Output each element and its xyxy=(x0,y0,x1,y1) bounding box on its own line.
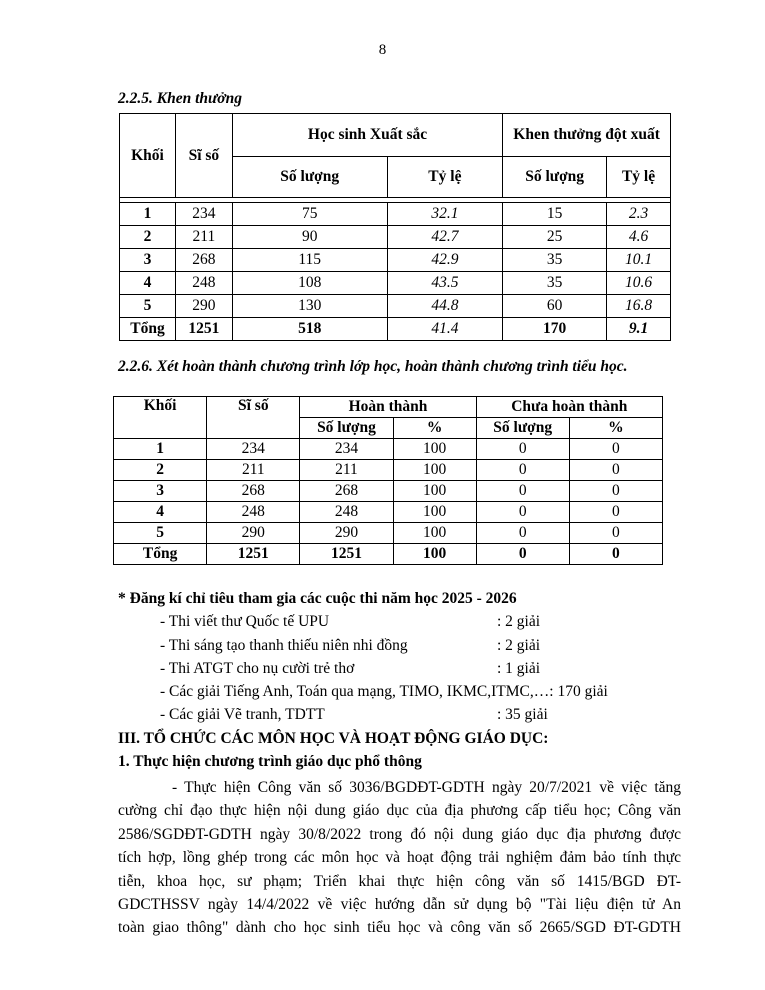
header-khoi: Khối xyxy=(120,114,176,198)
header-ty-le: Tỷ lệ xyxy=(607,157,671,198)
cell-khoi: 2 xyxy=(114,460,207,481)
cell-cht-so-luong: 0 xyxy=(476,502,569,523)
header-so-luong: Số lượng xyxy=(232,157,387,198)
cell-xs-so-luong: 75 xyxy=(232,203,387,226)
header-khoi: Khối xyxy=(114,397,207,439)
cell-cht-so-luong: 0 xyxy=(476,481,569,502)
paragraph-line: tích hợp, lồng ghép trong các môn học và hoạt động trải nghiệm đảm bảo tính thực xyxy=(118,849,681,867)
cell-xs-ty-le: 43.5 xyxy=(387,272,503,295)
cell-khoi: 5 xyxy=(120,295,176,318)
cell-dx-so-luong: 25 xyxy=(503,226,607,249)
cell-cht-pct: 0 xyxy=(569,439,662,460)
section-title-iii: III. TỔ CHỨC CÁC MÔN HỌC VÀ HOẠT ĐỘNG GIÁO DỤC: xyxy=(118,730,549,747)
cell-ht-so-luong: 268 xyxy=(300,481,393,502)
registration-item: - Thi sáng tạo thanh thiếu niên nhi đồng xyxy=(160,637,408,654)
table-total-row xyxy=(120,318,671,341)
cell-dx-ty-le: 10.6 xyxy=(607,272,671,295)
cell-ht-so-luong: 234 xyxy=(300,439,393,460)
header-pct: % xyxy=(393,418,476,439)
cell-xs-so-luong: 115 xyxy=(232,249,387,272)
cell-xs-so-luong: 518 xyxy=(232,318,387,341)
cell-si-so: 248 xyxy=(207,502,300,523)
header-pct: % xyxy=(569,418,662,439)
cell-xs-so-luong: 90 xyxy=(232,226,387,249)
registration-item-value: : 2 giải xyxy=(497,637,541,654)
header-so-luong: Số lượng xyxy=(476,418,569,439)
header-hs-xuat-sac: Học sinh Xuất sắc xyxy=(232,114,502,157)
completion-table xyxy=(113,396,663,565)
cell-si-so: 268 xyxy=(175,249,232,272)
section-title-1: 1. Thực hiện chương trình giáo dục phổ thông xyxy=(118,753,422,770)
cell-dx-so-luong: 35 xyxy=(503,272,607,295)
table-row xyxy=(114,481,663,502)
cell-cht-pct: 0 xyxy=(569,502,662,523)
cell-ht-so-luong: 290 xyxy=(300,523,393,544)
cell-si-so: 234 xyxy=(207,439,300,460)
cell-dx-so-luong: 170 xyxy=(503,318,607,341)
header-so-luong: Số lượng xyxy=(503,157,607,198)
cell-dx-ty-le: 10.1 xyxy=(607,249,671,272)
cell-si-so: 290 xyxy=(175,295,232,318)
cell-khoi: 4 xyxy=(114,502,207,523)
cell-cht-so-luong: 0 xyxy=(476,439,569,460)
cell-khoi: 3 xyxy=(114,481,207,502)
cell-xs-ty-le: 44.8 xyxy=(387,295,503,318)
registration-item-value: : 1 giải xyxy=(497,660,541,677)
cell-si-so: 234 xyxy=(175,203,232,226)
cell-si-so: 268 xyxy=(207,481,300,502)
cell-khoi: 3 xyxy=(120,249,176,272)
cell-ht-pct: 100 xyxy=(393,544,476,565)
registration-item: - Thi ATGT cho nụ cười trẻ thơ xyxy=(160,660,355,677)
table-row xyxy=(120,295,671,318)
header-khen-thuong-dot-xuat: Khen thưởng đột xuất xyxy=(503,114,671,157)
cell-cht-so-luong: 0 xyxy=(476,523,569,544)
cell-cht-pct: 0 xyxy=(569,460,662,481)
header-chua-hoan-thanh: Chưa hoàn thành xyxy=(476,397,662,418)
cell-ht-pct: 100 xyxy=(393,502,476,523)
cell-khoi: 1 xyxy=(114,439,207,460)
header-si-so: Sĩ số xyxy=(175,114,232,198)
cell-khoi: 5 xyxy=(114,523,207,544)
cell-dx-so-luong: 60 xyxy=(503,295,607,318)
cell-ht-so-luong: 248 xyxy=(300,502,393,523)
cell-xs-ty-le: 42.9 xyxy=(387,249,503,272)
table-row xyxy=(120,272,671,295)
registration-item: - Thi viết thư Quốc tế UPU xyxy=(160,613,330,630)
table-row xyxy=(114,523,663,544)
table-row xyxy=(114,439,663,460)
header-ty-le: Tỷ lệ xyxy=(387,157,503,198)
cell-khoi: Tổng xyxy=(114,544,207,565)
registration-item-value: : 35 giải xyxy=(497,706,548,723)
cell-dx-so-luong: 35 xyxy=(503,249,607,272)
cell-xs-ty-le: 42.7 xyxy=(387,226,503,249)
cell-ht-pct: 100 xyxy=(393,481,476,502)
cell-si-so: 1251 xyxy=(175,318,232,341)
table-row xyxy=(120,226,671,249)
paragraph-line: 2586/SGDĐT-GDTH ngày 30/8/2022 trong đó nội dung giáo dục địa phương được xyxy=(118,825,681,843)
table-row xyxy=(120,203,671,226)
paragraph-line: cường chỉ đạo thực hiện nội dung giáo dục của địa phương cấp tiểu học; Công văn xyxy=(118,802,681,820)
header-so-luong: Số lượng xyxy=(300,418,393,439)
registration-item: - Các giải Vẽ tranh, TDTT xyxy=(160,706,325,723)
cell-khoi: Tổng xyxy=(120,318,176,341)
cell-ht-pct: 100 xyxy=(393,460,476,481)
awards-table xyxy=(119,113,671,341)
cell-dx-ty-le: 2.3 xyxy=(607,203,671,226)
paragraph-line: GDCTHSSV ngày 14/4/2022 về việc hướng dẫn sử dụng bộ "Tài liệu điện tử An xyxy=(118,895,681,913)
registration-item-value: : 2 giải xyxy=(497,613,541,630)
table-row xyxy=(114,460,663,481)
cell-xs-so-luong: 108 xyxy=(232,272,387,295)
registration-heading: * Đăng kí chỉ tiêu tham gia các cuộc thi năm học 2025 - 2026 xyxy=(118,590,517,607)
cell-ht-so-luong: 1251 xyxy=(300,544,393,565)
header-hoan-thanh: Hoàn thành xyxy=(300,397,476,418)
table-row xyxy=(120,249,671,272)
paragraph-line: tiễn, khoa học, sư phạm; Triển khai thực hiện công văn số 1415/BGD ĐT- xyxy=(118,872,681,890)
section-title-2-2-6: 2.2.6. Xét hoàn thành chương trình lớp học, hoàn thành chương trình tiểu học. xyxy=(118,358,628,375)
cell-si-so: 290 xyxy=(207,523,300,544)
section-title-2-2-5: 2.2.5. Khen thưởng xyxy=(118,90,242,107)
cell-si-so: 211 xyxy=(175,226,232,249)
cell-dx-ty-le: 9.1 xyxy=(607,318,671,341)
cell-ht-pct: 100 xyxy=(393,439,476,460)
cell-ht-so-luong: 211 xyxy=(300,460,393,481)
cell-cht-pct: 0 xyxy=(569,544,662,565)
cell-khoi: 1 xyxy=(120,203,176,226)
cell-dx-ty-le: 16.8 xyxy=(607,295,671,318)
cell-cht-so-luong: 0 xyxy=(476,544,569,565)
cell-xs-so-luong: 130 xyxy=(232,295,387,318)
cell-cht-so-luong: 0 xyxy=(476,460,569,481)
table-row xyxy=(114,502,663,523)
header-si-so: Sĩ số xyxy=(207,397,300,439)
cell-khoi: 4 xyxy=(120,272,176,295)
cell-xs-ty-le: 41.4 xyxy=(387,318,503,341)
paragraph-line: toàn giao thông" dành cho học sinh tiểu học và công văn số 2665/SGD ĐT-GDTH xyxy=(118,919,681,937)
cell-cht-pct: 0 xyxy=(569,523,662,544)
cell-si-so: 248 xyxy=(175,272,232,295)
page-number: 8 xyxy=(378,42,387,58)
cell-cht-pct: 0 xyxy=(569,481,662,502)
cell-xs-ty-le: 32.1 xyxy=(387,203,503,226)
cell-khoi: 2 xyxy=(120,226,176,249)
paragraph-line: - Thực hiện Công văn số 3036/BGDĐT-GDTH ngày 20/7/2021 về việc tăng xyxy=(172,779,681,796)
cell-dx-so-luong: 15 xyxy=(503,203,607,226)
cell-si-so: 211 xyxy=(207,460,300,481)
cell-ht-pct: 100 xyxy=(393,523,476,544)
registration-item: - Các giải Tiếng Anh, Toán qua mạng, TIMO, IKMC,ITMC,…: 170 giải xyxy=(160,683,608,700)
cell-dx-ty-le: 4.6 xyxy=(607,226,671,249)
table-total-row xyxy=(114,544,663,565)
cell-si-so: 1251 xyxy=(207,544,300,565)
body-paragraph xyxy=(118,776,681,940)
